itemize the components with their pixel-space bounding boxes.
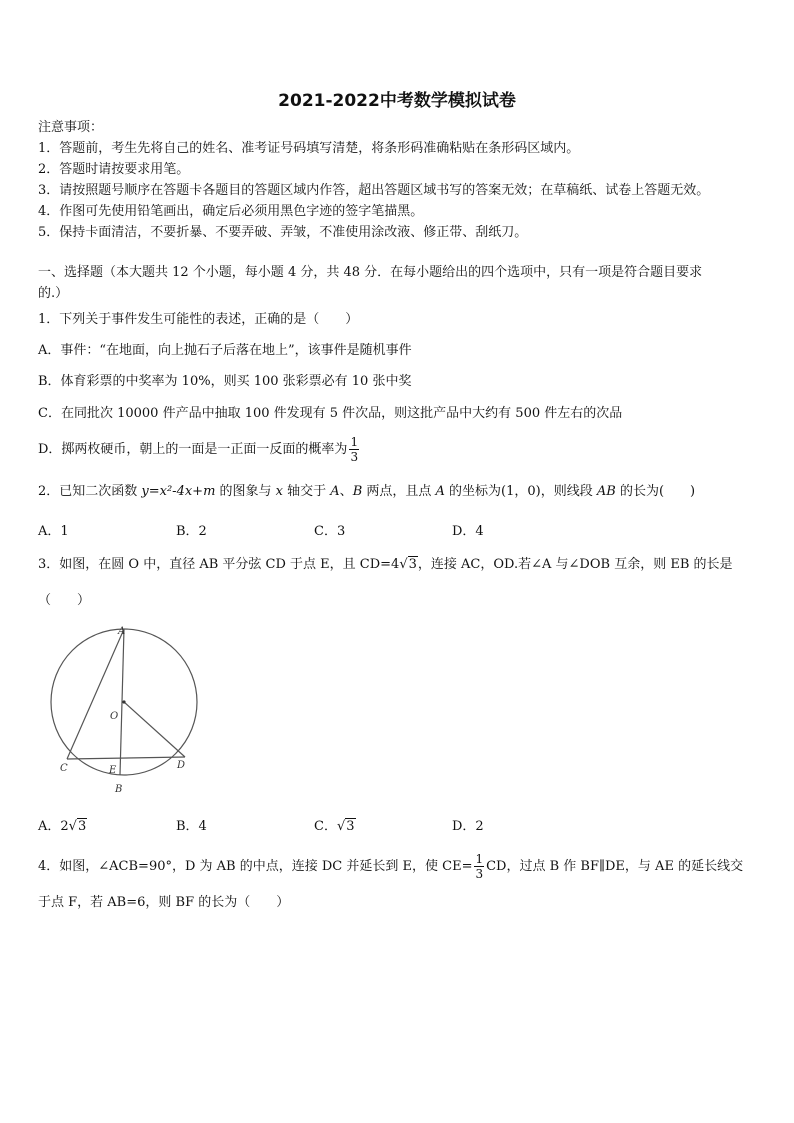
sqrt-radicand: 3 xyxy=(346,819,355,834)
q2-option-b: B．2 xyxy=(176,524,207,539)
q1-option-d-text: D．掷两枚硬币，朝上的一面是一正面一反面的概率为 xyxy=(38,442,348,457)
q1-option-d-fraction xyxy=(349,435,359,464)
q3-option-a xyxy=(38,815,87,834)
page-title: 2021-2022中考数学模拟试卷 xyxy=(278,91,516,111)
q1-option-c: C．在同批次 10000 件产品中抽取 100 件发现有 5 件次品，则这批产品中大约有 500 件左右的次品 xyxy=(38,406,623,421)
fraction-numerator: 1 xyxy=(350,435,359,449)
q4-fraction xyxy=(474,852,484,881)
q2-stem xyxy=(38,482,695,502)
q2-function: y=x²-4x+m xyxy=(141,484,216,499)
section-heading-line1: 一、选择题（本大题共 12 个小题，每小题 4 分，共 48 分．在每小题给出的四个选项中，只有一项是符合题目要求 xyxy=(38,265,703,280)
q4-stem-line1 xyxy=(38,849,743,885)
q2-x-var: x xyxy=(275,484,284,499)
sqrt-symbol: √3 xyxy=(68,819,87,834)
chord-ac xyxy=(67,629,124,759)
q2-text-4: 、 xyxy=(339,484,353,499)
sqrt-radicand: 3 xyxy=(408,557,417,572)
q3-stem xyxy=(38,555,733,575)
notice-item-5: 5．保持卡面清洁，不要折暴、不要弄破、弄皱，不准使用涂改液、修正带、刮纸刀。 xyxy=(38,225,528,240)
q2-text-7: 的长为( ) xyxy=(615,484,696,499)
q3-option-c-text: C． xyxy=(314,819,337,834)
q4-text-2: CD，过点 B 作 BF∥DE，与 AE 的延长线交 xyxy=(486,859,744,874)
fraction-denominator: 3 xyxy=(475,867,484,881)
notice-item-3: 3．请按照题号顺序在答题卡各题目的答题区域内作答，超出答题区域书写的答案无效；在草稿纸、试卷上答题无效。 xyxy=(38,183,710,198)
chord-cd xyxy=(67,757,185,759)
q3-circle-figure xyxy=(40,620,225,798)
q4-stem-line2: 于点 F，若 AB=6，则 BF 的长为（ ） xyxy=(38,895,290,910)
q3-option-b: B．4 xyxy=(176,819,207,834)
label-c: C xyxy=(60,763,68,774)
fraction-denominator: 3 xyxy=(350,450,359,464)
q2-text-6: 的坐标为(1，0)，则线段 xyxy=(444,484,597,499)
sqrt-symbol: √3 xyxy=(336,819,355,834)
sqrt-symbol: √3 xyxy=(399,557,417,572)
q3-option-d: D．2 xyxy=(452,819,484,834)
notice-item-2: 2．答题时请按要求用笔。 xyxy=(38,162,190,177)
q3-option-a-text: A．2 xyxy=(38,819,69,834)
q4-text-1: 4．如图，∠ACB=90°，D 为 AB 的中点，连接 DC 并延长到 E，使 CE= xyxy=(38,859,473,874)
q3-option-c xyxy=(314,815,356,834)
label-d: D xyxy=(177,760,186,771)
q2-text-1: 2．已知二次函数 xyxy=(38,484,142,499)
label-a: A xyxy=(118,626,126,637)
q1-stem: 1．下列关于事件发生可能性的表述，正确的是（ ） xyxy=(38,312,359,327)
q3-text-2: ，连接 AC，OD.若∠A 与∠DOB 互余，则 EB 的长是 xyxy=(417,557,733,572)
segment-od xyxy=(124,702,185,757)
notice-item-4: 4．作图可先使用铅笔画出，确定后必须用黑色字迹的签字笔描黑。 xyxy=(38,204,424,219)
label-o: O xyxy=(110,711,119,722)
q2-text-5: 两点，且点 xyxy=(362,484,436,499)
q2-option-d: D．4 xyxy=(452,524,484,539)
q2-option-a: A．1 xyxy=(38,524,69,539)
q2-text-2: 的图象与 xyxy=(215,484,276,499)
q2-segment-ab: AB xyxy=(596,484,616,499)
label-e: E xyxy=(109,765,117,776)
label-b: B xyxy=(115,784,123,795)
q2-point-a-2: A xyxy=(435,484,445,499)
q3-answer-paren: （ ） xyxy=(38,593,91,608)
q1-option-a: A．事件：“在地面，向上抛石子后落在地上”，该事件是随机事件 xyxy=(38,343,412,358)
q3-text-1: 3．如图，在圆 O 中，直径 AB 平分弦 CD 于点 E，且 CD=4 xyxy=(38,557,400,572)
notice-item-1: 1．答题前，考生先将自己的姓名、准考证号码填写清楚，将条形码准确粘贴在条形码区域内。 xyxy=(38,141,580,156)
section-heading-line2: 的.） xyxy=(38,286,69,301)
fraction-numerator: 1 xyxy=(475,852,484,866)
sqrt-radicand: 3 xyxy=(77,819,87,834)
q2-option-c: C．3 xyxy=(314,524,346,539)
q2-point-b: B xyxy=(352,484,363,499)
q1-option-d xyxy=(38,432,361,468)
q1-option-b: B．体育彩票的中奖率为 10%，则买 100 张彩票必有 10 张中奖 xyxy=(38,374,412,389)
notice-heading: 注意事项： xyxy=(38,120,104,135)
q2-text-3: 轴交于 xyxy=(283,484,331,499)
center-dot xyxy=(122,700,125,703)
q2-point-a: A xyxy=(330,484,340,499)
